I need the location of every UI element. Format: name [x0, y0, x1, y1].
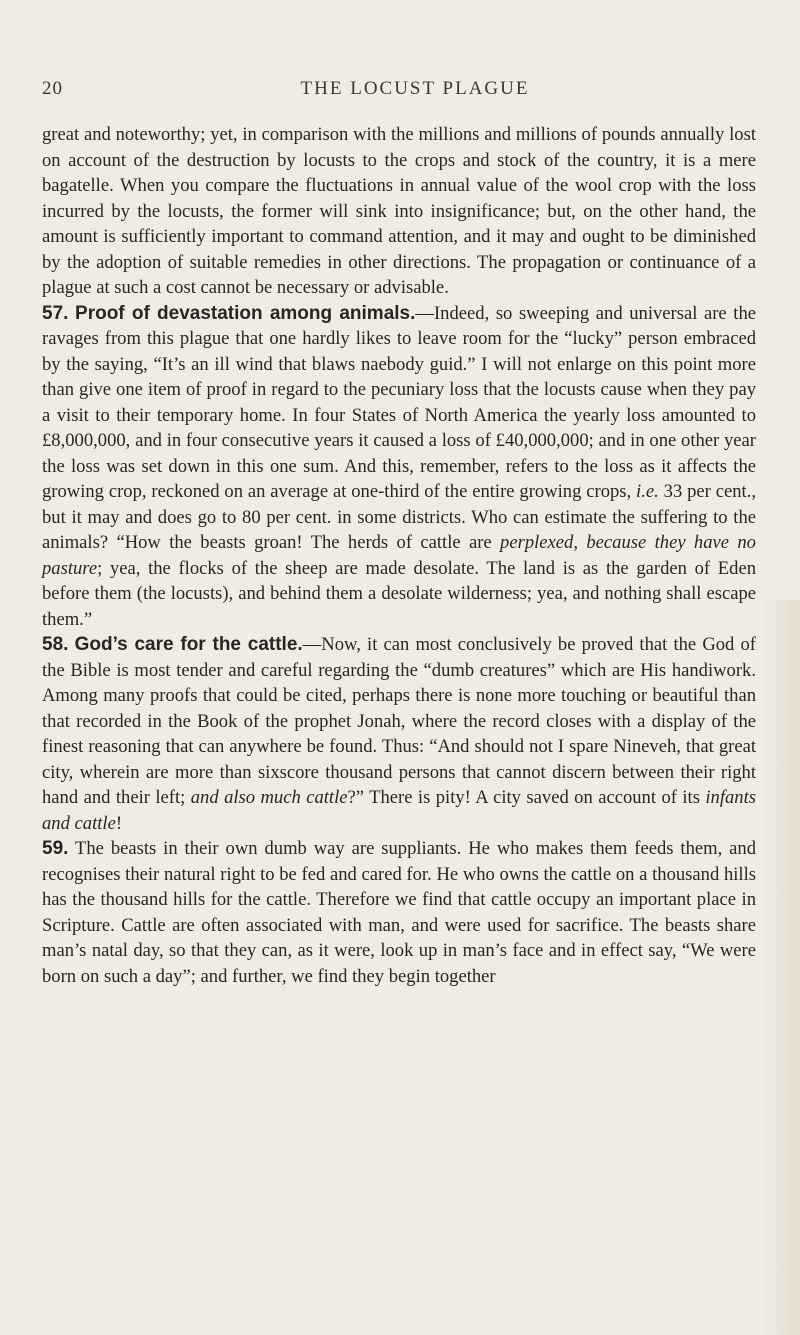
section-text: The beasts in their own dumb way are suppliants. He who makes them feeds them, and recognises their natural right to be fed and cared for. He who owns the cattle on a thousand hills has the thousand hills for the cattle. Therefore we find that cattle occupy an important place in Scripture. Cattle are often associated with man, and were used for sacrifice. The beasts share man’s natal day, so that they can, as it were, look up in man’s face and in effect say, “We were born on such a day”; and further, we find they begin together	[42, 838, 756, 987]
page-header	[42, 78, 758, 108]
section-text: ; yea, the flocks of the sheep are made desolate. The land is as the garden of Eden before them (the locusts), and behind them a desolate wilderness; yea, and nothing shall escape them.”	[42, 557, 756, 630]
running-title: THE LOCUST PLAGUE	[300, 78, 530, 99]
section-59	[42, 836, 756, 989]
section-number: 57.	[42, 302, 69, 324]
section-text: 33 per cent., but it may and does go to 80 per cent. in some districts. Who can estimate the suffering to the animals? “How the beasts groan! The herds of cattle are	[42, 481, 756, 553]
section-heading: God’s care for the cattle.	[74, 634, 303, 655]
section-text: —Indeed, so sweeping and universal are the ravages from this plague that one hardly likes to leave room for the “lucky” person embraced by the saying, “It’s an ill wind that blaws naebody guid.” I will not enlarge on this point more than give one item of proof in regard to the pecuniary loss that the locusts cause when they pay a visit to their temporary home. In four States of North America the yearly loss amounted to £8,000,000, and in four consecutive years it caused a loss of £40,000,000; and in one other year the loss was set down in this one sum. And this, remember, refers to the loss as it affects the growing crop, reckoned on an average at one-third of the entire growing crops,	[42, 302, 756, 502]
section-heading: Proof of devastation among animals.	[75, 302, 416, 324]
italic-cattle-quote: and also much cattle	[190, 787, 348, 808]
section-number: 58.	[42, 634, 69, 655]
section-text: !	[115, 812, 123, 834]
section-text: —Now, it can most conclusively be proved that the God of the Bible is most tender and careful regarding the “dumb creatures” which are His handiwork. Among many proofs that could be cited, perhaps there is none more touching or beautiful than that recorded in the Book of the prophet Jonah, where the record closes with a display of the finest reasoning that can anywhere be found. Thus: “And should not I spare Nineveh, that great city, wherein are more than sixscore thousand persons that cannot discern between their right hand and their left;	[42, 634, 756, 808]
section-57	[42, 301, 756, 633]
section-58	[42, 632, 756, 836]
italic-perplexed: perplexed, because they have no pasture	[42, 532, 756, 579]
italic-infants: infants and cattle	[42, 787, 756, 834]
italic-ie: i.e.	[636, 481, 659, 502]
section-text: ?” There is pity! A city saved on account of its	[347, 787, 700, 808]
paragraph-continuation	[42, 122, 756, 301]
page-edge-shadow	[760, 600, 800, 1335]
section-number: 59.	[42, 838, 69, 859]
body-text	[42, 122, 756, 989]
paragraph-text: great and noteworthy; yet, in comparison with the millions and millions of pounds annually lost on account of the destruction by locusts to the crops and stock of the country, it is a mere bagatelle. When you compare the fluctuations in annual value of the wool crop with the loss incurred by the locusts, the former will sink into insignificance; but, on the other hand, the amount is sufficiently important to command attention, and it may and ought to be diminished by the adoption of suitable remedies in other directions. The propagation or continuance of a plague at such a cost cannot be necessary or advisable.	[42, 124, 756, 298]
page-number: 20	[42, 78, 63, 99]
